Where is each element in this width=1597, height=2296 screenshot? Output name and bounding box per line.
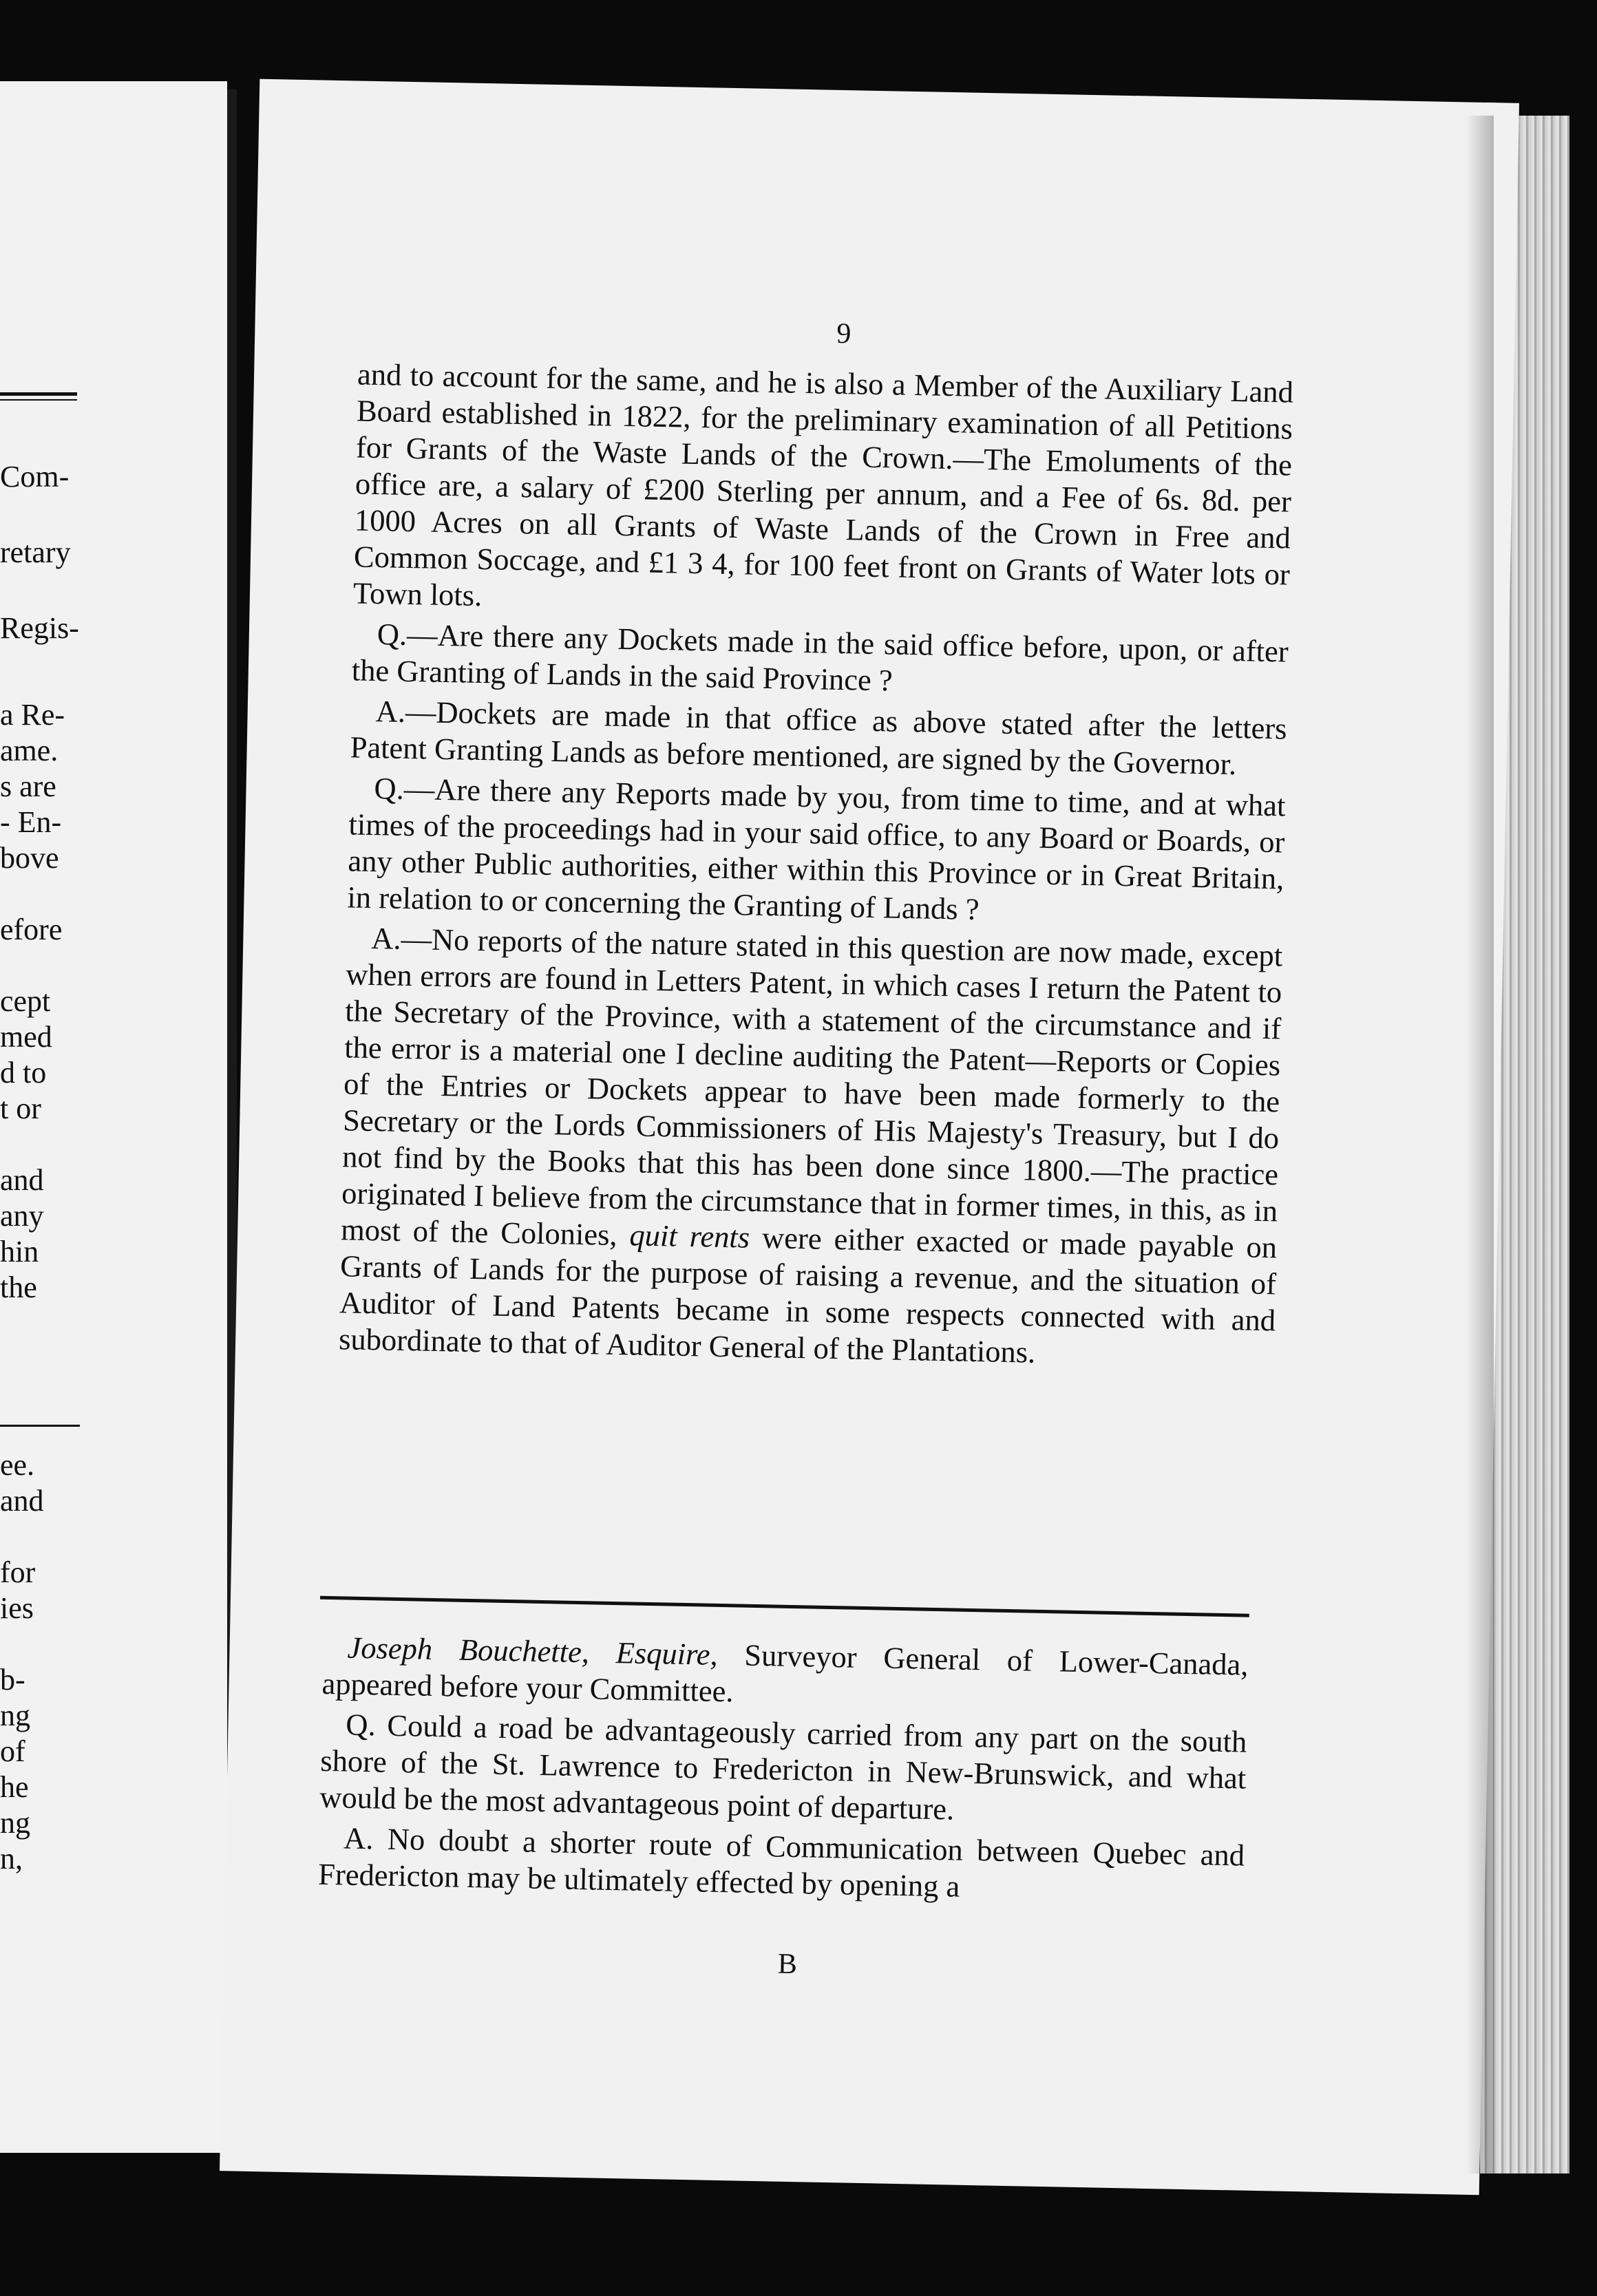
body-text-section-2	[318, 1629, 1249, 1915]
previous-page-line: and	[0, 1163, 44, 1197]
previous-page-line: for	[0, 1555, 36, 1589]
previous-page-line: n,	[0, 1842, 23, 1875]
previous-page-line: ame.	[0, 734, 59, 767]
previous-page-line: the	[0, 1271, 37, 1304]
previous-page-rule-mid	[0, 1425, 80, 1427]
previous-page-line: bove	[0, 841, 59, 875]
previous-page-line: he	[0, 1770, 29, 1804]
previous-page-line: Com-	[0, 460, 70, 493]
italic-phrase: quit rents	[629, 1218, 750, 1255]
body-text	[339, 357, 1294, 1380]
paragraph-answer: A.—Dockets are made in that office as above stated after the letters Patent Granting Lands as before mentioned, are signed by the Governor.	[350, 694, 1287, 782]
previous-page-line: a Re-	[0, 698, 65, 732]
previous-page-line	[0, 1519, 227, 1555]
previous-page-fragments-top	[0, 436, 227, 663]
section-divider	[320, 1596, 1249, 1617]
previous-page-line: any	[0, 1199, 44, 1233]
previous-page-line: d to	[0, 1056, 47, 1089]
previous-page-line: t or	[0, 1092, 41, 1125]
previous-page-fragment	[0, 81, 227, 2153]
signature-mark: B	[777, 1948, 798, 1981]
answer-text: A.—No reports of the nature stated in this question are now made, except when errors are found in Letters Patent, in which cases I return the Patent to the Secretary of the Province, with a statement of the circumstance and if the error is a material one I decline auditing the Patent—Reports or Copies of the Entries or Dockets appear to have been made formerly to the Secretary or the Lords Commissioners of His Majesty's Treasury, but I do not find by the Books that this has been done since 1800.—The practice originated I believe from the circumstance that in former times, in this, as in most of the Colonies,	[340, 921, 1283, 1252]
previous-page-line: efore	[0, 913, 63, 946]
previous-page-line: retary	[0, 535, 71, 569]
paragraph-answer	[339, 920, 1283, 1375]
previous-page-fragments-bottom	[0, 1447, 227, 1877]
previous-page-line: ies	[0, 1591, 34, 1625]
previous-page-line	[0, 1127, 227, 1162]
previous-page-rule-top-thin	[0, 399, 77, 401]
paragraph-answer: A. No doubt a shorter route of Communication between Quebec and Fredericton may be ultimately effected by opening a	[317, 1820, 1245, 1904]
previous-page-line: s are	[0, 769, 56, 803]
witness-paragraph	[321, 1629, 1249, 1720]
answer-text-cont: were either exacted or made payable on Grants of Lands for the purpose of raising a revenue, and the situation of Auditor of Land Patents became in some respects connected with and subordinate to that of Auditor General of the Plantations.	[338, 1220, 1278, 1370]
previous-page-line: b-	[0, 1663, 25, 1697]
previous-page-line: and	[0, 1484, 44, 1518]
previous-page-line: med	[0, 1020, 52, 1054]
page-number: 9	[836, 317, 852, 350]
previous-page-line: ee.	[0, 1448, 35, 1482]
previous-page-line: ng	[0, 1699, 30, 1732]
previous-page-line: cept	[0, 984, 51, 1018]
previous-page-rule-top	[0, 392, 77, 396]
previous-page-line: of	[0, 1734, 25, 1768]
previous-page-fragments-mid	[0, 697, 227, 1306]
previous-page-line: ng	[0, 1806, 30, 1840]
paragraph-question: Q.—Are there any Dockets made in the said office before, upon, or after the Granting of Lands in the said Province ?	[351, 617, 1289, 698]
previous-page-line: Regis-	[0, 611, 79, 645]
previous-page-line	[0, 876, 227, 912]
paragraph: and to account for the same, and he is also a Member of the Auxiliary Land Board established in 1822, for the preliminary examination of all Petitions for Grants of the Waste Lands of the Crown.—The Emoluments of the office are, a salary of £200 Sterling per annum, and a Fee of 6s. 8d. per 1000 Acres on all Grants of Waste Lands of the Crown in Free and Common Soccage, and £1 3 4, for 100 feet front on Grants of Water lots or Town lots.	[352, 357, 1294, 613]
page-edge-shadow	[1466, 116, 1494, 2173]
paragraph-question: Q. Could a road be advantageously carried from any part on the south shore of the St. Lawrence to Fredericton in New-Brunswick, and what would be the most advantageous point of departure.	[319, 1707, 1247, 1827]
witness-name: Joseph Bouchette, Esquire,	[347, 1630, 719, 1672]
witness-intro: Surveyor General of Lower-Canada, appeared before your Committee.	[321, 1637, 1249, 1709]
previous-page-line	[0, 948, 227, 984]
previous-page-line: hin	[0, 1235, 39, 1268]
previous-page-line	[0, 1626, 227, 1662]
previous-page-line: - En-	[0, 805, 62, 839]
paragraph-question: Q.—Are there any Reports made by you, from time to time, and at what times of the proceedings had in your said office, to any Board or Boards, or any other Public authorities, either within this Province or in Great Britain, in relation to or concerning the Granting of Lands ?	[347, 771, 1286, 926]
document-page	[220, 79, 1519, 2196]
